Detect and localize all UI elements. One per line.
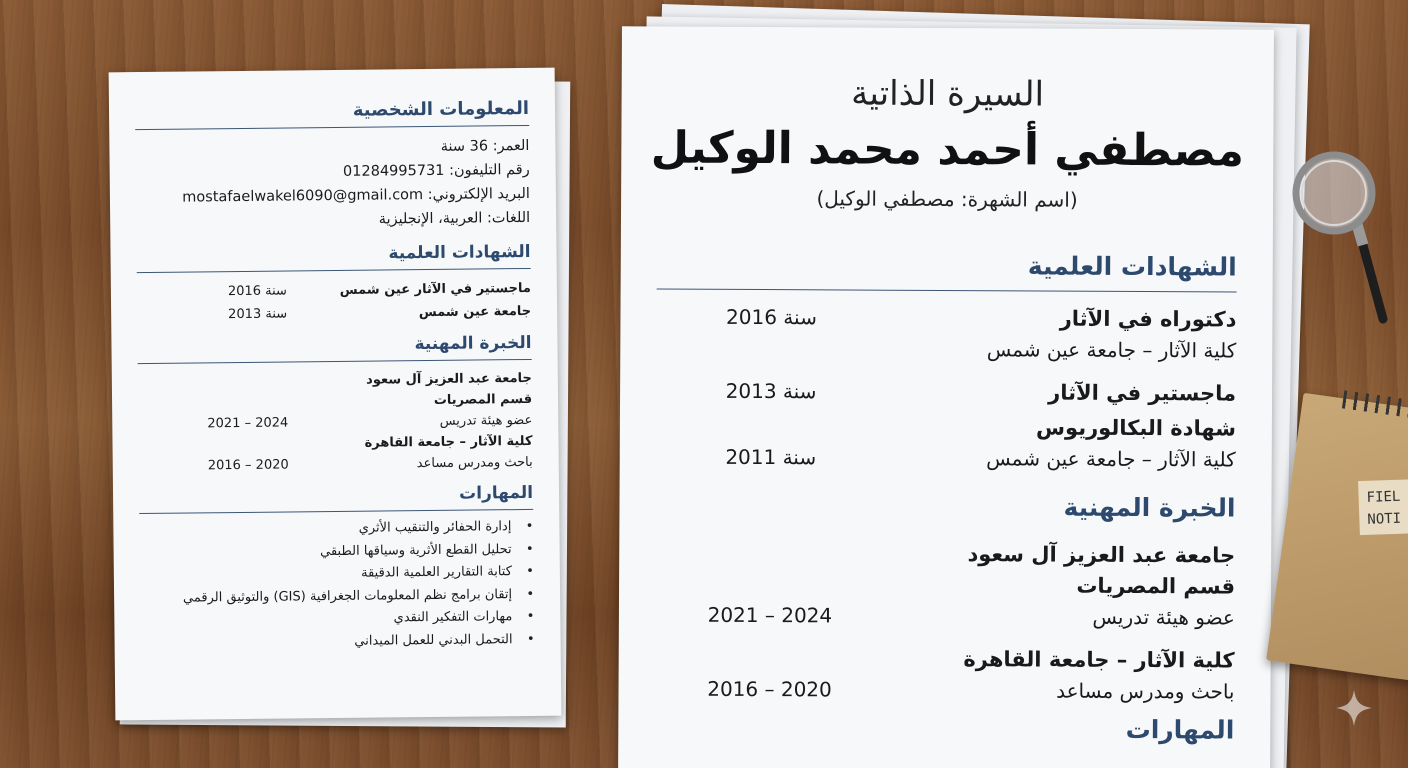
experience-role: عضو هيئة تدريس: [1092, 604, 1235, 630]
experience-role: باحث ومدرس مساعد: [416, 454, 533, 472]
experience-years: 2020 – 2016: [207, 457, 289, 474]
languages-line: اللغات: العربية، الإنجليزية: [378, 209, 531, 228]
education-title: جامعة عين شمس: [418, 303, 532, 321]
skill-item: • مهارات التفكير النقدي: [140, 606, 512, 632]
experience-heading: الخبرة المهنية: [137, 333, 531, 364]
experience-years: 2024 – 2021: [707, 602, 833, 628]
cv-main-sheet: [618, 26, 1274, 768]
personal-info-heading: المعلومات الشخصية: [135, 98, 529, 130]
experience-heading: الخبرة المهنية: [1063, 492, 1236, 523]
experience-org: كلية الآثار – جامعة القاهرة: [364, 433, 533, 451]
experience-dept: قسم المصريات: [1076, 573, 1236, 599]
education-item: [656, 301, 1236, 335]
cv-summary-sheet: [109, 68, 562, 721]
skill-item: • تحليل القطع الأثرية وسياقها الطبقي: [140, 539, 512, 565]
degree-title: شهادة البكالوريوس: [1036, 415, 1236, 441]
experience-org: جامعة عبد العزيز آل سعود: [967, 542, 1236, 568]
degree-year: سنة 2013: [725, 378, 817, 404]
experience-org: جامعة عبد العزيز آل سعود: [366, 370, 532, 388]
person-alias: (اسم الشهرة: مصطفي الوكيل): [816, 186, 1078, 212]
degree-title: دكتوراه في الآثار: [1059, 306, 1237, 332]
notebook-label-line: NOTI: [1367, 510, 1402, 528]
education-heading: الشهادات العلمية: [657, 249, 1237, 292]
education-item: [656, 441, 1236, 475]
experience-role: باحث ومدرس مساعد: [1056, 678, 1235, 704]
age-line: العمر: 36 سنة: [440, 137, 530, 155]
skills-list: [139, 516, 534, 655]
experience-years: 2020 – 2016: [707, 676, 832, 702]
education-year: سنة 2013: [228, 306, 288, 323]
person-name: مصطفي أحمد محمد الوكيل: [650, 122, 1245, 177]
skills-heading: المهارات: [1125, 714, 1235, 745]
notebook-label-line: FIEL: [1366, 488, 1401, 506]
education-year: سنة 2016: [227, 283, 287, 300]
degree-place: كلية الآثار – جامعة عين شمس: [986, 337, 1237, 363]
skill-item: • كتابة التقارير العلمية الدقيقة: [140, 561, 512, 587]
degree-place: كلية الآثار – جامعة عين شمس: [986, 446, 1236, 472]
email-line: البريد الإلكتروني: mostafaelwakel6090@gmail.com: [182, 185, 530, 206]
skill-item: • إتقان برامج نظم المعلومات الجغرافية (GIS) والتوثيق الرقمي: [140, 584, 512, 610]
education-item: [656, 375, 1236, 409]
sparkle-icon: [1334, 688, 1374, 728]
cv-title: السيرة الذاتية: [851, 73, 1045, 115]
skill-item: • التحمل البدني للعمل الميداني: [140, 629, 512, 655]
experience-dept: قسم المصريات: [433, 391, 533, 408]
phone-line: رقم التليفون: 01284995731: [342, 161, 530, 180]
degree-year: سنة 2011: [725, 444, 817, 470]
skills-heading: المهارات: [139, 483, 533, 514]
experience-role: عضو هيئة تدريس: [439, 412, 533, 429]
education-section: [656, 301, 1237, 475]
notebook-label: [1358, 477, 1408, 535]
experience-item: [654, 673, 1234, 707]
skill-item: • إدارة الحفائر والتنقيب الأثري: [139, 516, 511, 542]
experience-item: [139, 452, 533, 477]
magnifying-glass-icon: [1288, 142, 1388, 332]
education-heading: الشهادات العلمية: [136, 242, 530, 273]
experience-years: 2024 – 2021: [207, 415, 289, 432]
degree-title: ماجستير في الآثار: [1048, 380, 1237, 406]
notebook-rings: [1342, 390, 1408, 427]
experience-item: [655, 599, 1235, 633]
education-title: ماجستير في الآثار عين شمس: [339, 280, 531, 298]
education-item: [137, 300, 531, 327]
degree-year: سنة 2016: [726, 304, 817, 330]
experience-section: [654, 537, 1235, 707]
experience-org: كلية الآثار – جامعة القاهرة: [963, 647, 1235, 673]
